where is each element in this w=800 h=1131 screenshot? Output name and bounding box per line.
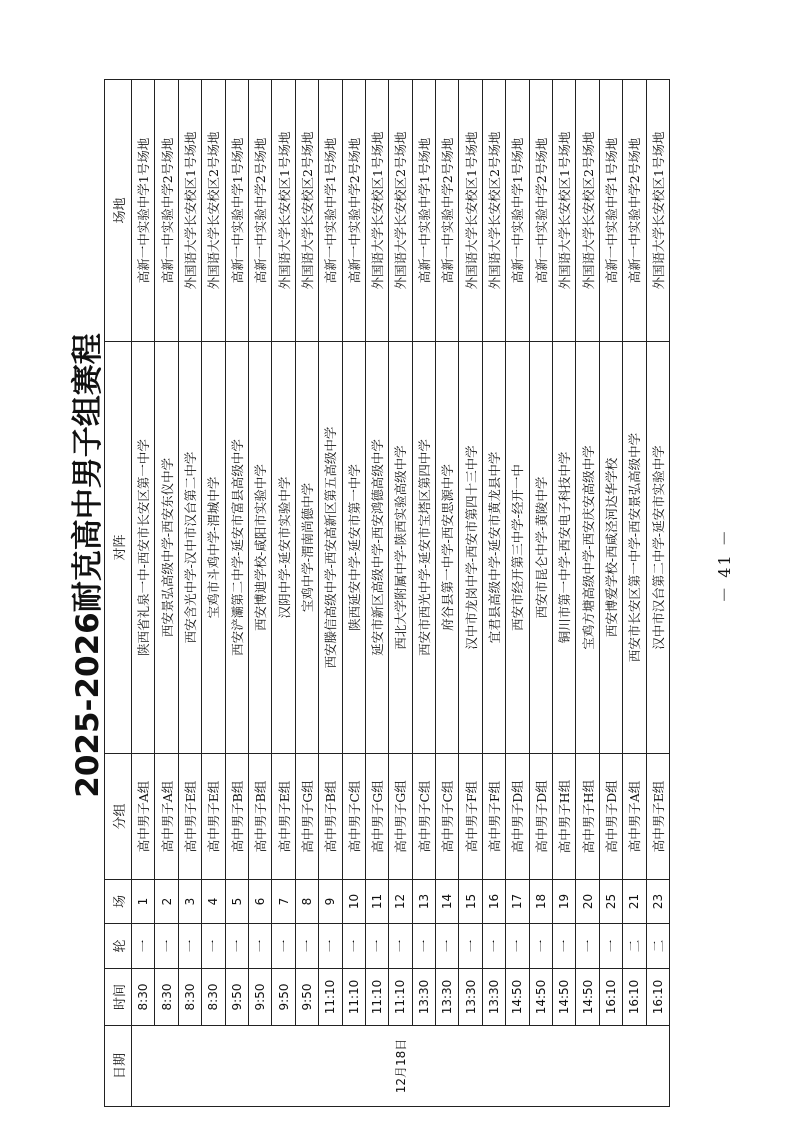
group-cell: 高中男子A组 — [155, 754, 178, 880]
header-match: 场 — [105, 880, 132, 924]
time-cell: 8:30 — [155, 969, 178, 1026]
teams-cell: 汉中市汉台第二中学-延安市实验中学 — [646, 342, 669, 754]
time-cell: 13:30 — [459, 969, 482, 1026]
time-cell: 11:10 — [342, 969, 365, 1026]
round-cell: 一 — [599, 924, 622, 969]
teams-cell: 汉中市龙岗中学-西安市第四十三中学 — [459, 342, 482, 754]
group-cell: 高中男子G组 — [389, 754, 412, 880]
round-cell: 一 — [553, 924, 576, 969]
teams-cell: 宝鸡市斗鸡中学-渭城中学 — [202, 342, 225, 754]
schedule-body — [132, 80, 670, 1107]
table-row — [365, 80, 388, 1107]
venue-cell: 高新一中实验中学1号场地 — [412, 80, 435, 342]
venue-cell: 高新一中实验中学2号场地 — [248, 80, 271, 342]
table-row — [646, 80, 669, 1107]
round-cell: 一 — [506, 924, 529, 969]
group-cell: 高中男子C组 — [436, 754, 459, 880]
group-cell: 高中男子B组 — [225, 754, 248, 880]
venue-cell: 高新一中实验中学1号场地 — [225, 80, 248, 342]
round-cell: 一 — [576, 924, 599, 969]
table-row — [389, 80, 412, 1107]
time-cell: 14:50 — [576, 969, 599, 1026]
group-cell: 高中男子F组 — [482, 754, 505, 880]
venue-cell: 外国语大学长安校区1号场地 — [272, 80, 295, 342]
table-row — [295, 80, 318, 1107]
match-cell: 5 — [225, 880, 248, 924]
venue-cell: 外国语大学长安校区1号场地 — [178, 80, 201, 342]
table-row — [529, 80, 552, 1107]
round-cell: 一 — [248, 924, 271, 969]
group-cell: 高中男子C组 — [342, 754, 365, 880]
round-cell: 一 — [132, 924, 155, 969]
venue-cell: 高新一中实验中学2号场地 — [436, 80, 459, 342]
venue-cell: 外国语大学长安校区1号场地 — [459, 80, 482, 342]
venue-cell: 高新一中实验中学2号场地 — [623, 80, 646, 342]
group-cell: 高中男子C组 — [412, 754, 435, 880]
match-cell: 4 — [202, 880, 225, 924]
round-cell: 一 — [178, 924, 201, 969]
match-cell: 8 — [295, 880, 318, 924]
teams-cell: 汉阴中学-延安市实验中学 — [272, 342, 295, 754]
venue-cell: 外国语大学长安校区1号场地 — [553, 80, 576, 342]
time-cell: 9:50 — [295, 969, 318, 1026]
match-cell: 25 — [599, 880, 622, 924]
table-row — [506, 80, 529, 1107]
venue-cell: 高新一中实验中学1号场地 — [132, 80, 155, 342]
group-cell: 高中男子E组 — [202, 754, 225, 880]
match-cell: 23 — [646, 880, 669, 924]
teams-cell: 陕西省礼泉一中-西安市长安区第一中学 — [132, 342, 155, 754]
round-cell: 二 — [623, 924, 646, 969]
round-cell: 二 — [646, 924, 669, 969]
time-cell: 14:50 — [529, 969, 552, 1026]
match-cell: 7 — [272, 880, 295, 924]
venue-cell: 外国语大学长安校区1号场地 — [365, 80, 388, 342]
table-row — [155, 80, 178, 1107]
time-cell: 16:10 — [623, 969, 646, 1026]
group-cell: 高中男子A组 — [132, 754, 155, 880]
table-row — [272, 80, 295, 1107]
header-teams: 对阵 — [105, 342, 132, 754]
venue-cell: 外国语大学长安校区2号场地 — [295, 80, 318, 342]
teams-cell: 铜川市第一中学-西安电子科技中学 — [553, 342, 576, 754]
venue-cell: 外国语大学长安校区2号场地 — [389, 80, 412, 342]
group-cell: 高中男子B组 — [248, 754, 271, 880]
time-cell: 8:30 — [202, 969, 225, 1026]
group-cell: 高中男子B组 — [319, 754, 342, 880]
teams-cell: 延安市新区高级中学-西安鸿德高级中学 — [365, 342, 388, 754]
time-cell: 8:30 — [132, 969, 155, 1026]
venue-cell: 高新一中实验中学1号场地 — [599, 80, 622, 342]
teams-cell: 西北大学附属中学-陕西实验高级中学 — [389, 342, 412, 754]
group-cell: 高中男子H组 — [553, 754, 576, 880]
match-cell: 12 — [389, 880, 412, 924]
round-cell: 一 — [319, 924, 342, 969]
group-cell: 高中男子E组 — [178, 754, 201, 880]
round-cell: 一 — [272, 924, 295, 969]
round-cell: 一 — [202, 924, 225, 969]
teams-cell: 宝鸡方塘高级中学-西安庆安高级中学 — [576, 342, 599, 754]
table-row — [576, 80, 599, 1107]
round-cell: 一 — [529, 924, 552, 969]
header-row — [105, 80, 132, 1107]
group-cell: 高中男子E组 — [646, 754, 669, 880]
table-row — [599, 80, 622, 1107]
teams-cell: 宜君县高级中学-延安市黄龙县中学 — [482, 342, 505, 754]
round-cell: 一 — [482, 924, 505, 969]
group-cell: 高中男子D组 — [529, 754, 552, 880]
time-cell: 14:50 — [506, 969, 529, 1026]
teams-cell: 西安浐灞第二中学-延安市富县高级中学 — [225, 342, 248, 754]
venue-cell: 外国语大学长安校区2号场地 — [202, 80, 225, 342]
time-cell: 8:30 — [178, 969, 201, 1026]
venue-cell: 高新一中实验中学1号场地 — [319, 80, 342, 342]
round-cell: 一 — [342, 924, 365, 969]
round-cell: 一 — [295, 924, 318, 969]
venue-cell: 外国语大学长安校区2号场地 — [576, 80, 599, 342]
table-row — [248, 80, 271, 1107]
table-row — [319, 80, 342, 1107]
venue-cell: 高新一中实验中学2号场地 — [529, 80, 552, 342]
venue-cell: 高新一中实验中学2号场地 — [342, 80, 365, 342]
table-row — [342, 80, 365, 1107]
venue-cell: 高新一中实验中学1号场地 — [506, 80, 529, 342]
teams-cell: 西安市昆仑中学-黄陵中学 — [529, 342, 552, 754]
header-group: 分组 — [105, 754, 132, 880]
time-cell: 13:30 — [482, 969, 505, 1026]
round-cell: 一 — [155, 924, 178, 969]
round-cell: 一 — [459, 924, 482, 969]
round-cell: 一 — [412, 924, 435, 969]
match-cell: 10 — [342, 880, 365, 924]
time-cell: 13:30 — [412, 969, 435, 1026]
teams-cell: 西安博爱学校-西咸泾河达华学校 — [599, 342, 622, 754]
round-cell: 一 — [389, 924, 412, 969]
venue-cell: 外国语大学长安校区1号场地 — [646, 80, 669, 342]
match-cell: 20 — [576, 880, 599, 924]
teams-cell: 陕西延安中学-延安市第一中学 — [342, 342, 365, 754]
teams-cell: 西安市经开第三中学-经开一中 — [506, 342, 529, 754]
group-cell: 高中男子F组 — [459, 754, 482, 880]
teams-cell: 宝鸡中学-渭南尚德中学 — [295, 342, 318, 754]
group-cell: 高中男子G组 — [365, 754, 388, 880]
group-cell: 高中男子E组 — [272, 754, 295, 880]
time-cell: 16:10 — [599, 969, 622, 1026]
page-number: － 41 － — [715, 528, 734, 603]
time-cell: 9:50 — [248, 969, 271, 1026]
teams-cell: 西安博迪学校-咸阳市实验中学 — [248, 342, 271, 754]
header-date: 日期 — [105, 1026, 132, 1107]
group-cell: 高中男子D组 — [599, 754, 622, 880]
teams-cell: 西安滕信高级中学-西安高新区第五高级中学 — [319, 342, 342, 754]
match-cell: 3 — [178, 880, 201, 924]
match-cell: 13 — [412, 880, 435, 924]
match-cell: 19 — [553, 880, 576, 924]
time-cell: 14:50 — [553, 969, 576, 1026]
date-cell: 12月18日 — [132, 1026, 670, 1107]
teams-cell: 西安景弘高级中学-西安东仪中学 — [155, 342, 178, 754]
table-row — [202, 80, 225, 1107]
table-row — [459, 80, 482, 1107]
teams-cell: 西安市西光中学-延安市宝塔区第四中学 — [412, 342, 435, 754]
group-cell: 高中男子D组 — [506, 754, 529, 880]
time-cell: 13:30 — [436, 969, 459, 1026]
header-round: 轮 — [105, 924, 132, 969]
venue-cell: 外国语大学长安校区2号场地 — [482, 80, 505, 342]
group-cell: 高中男子H组 — [576, 754, 599, 880]
time-cell: 9:50 — [225, 969, 248, 1026]
table-row — [225, 80, 248, 1107]
time-cell: 16:10 — [646, 969, 669, 1026]
match-cell: 17 — [506, 880, 529, 924]
teams-cell: 西安市长安区第一中学-西安景弘高级中学 — [623, 342, 646, 754]
time-cell: 11:10 — [389, 969, 412, 1026]
table-row — [553, 80, 576, 1107]
match-cell: 15 — [459, 880, 482, 924]
header-venue: 场地 — [105, 80, 132, 342]
match-cell: 6 — [248, 880, 271, 924]
teams-cell: 府谷县第一中学-西安思源中学 — [436, 342, 459, 754]
page-title: 2025-2026耐克高中男子组赛程 — [70, 333, 106, 798]
match-cell: 18 — [529, 880, 552, 924]
group-cell: 高中男子A组 — [623, 754, 646, 880]
time-cell: 9:50 — [272, 969, 295, 1026]
table-row — [623, 80, 646, 1107]
table-row — [482, 80, 505, 1107]
table-row — [412, 80, 435, 1107]
header-time: 时间 — [105, 969, 132, 1026]
teams-cell: 西安含光中学-汉中市汉台第二中学 — [178, 342, 201, 754]
time-cell: 11:10 — [365, 969, 388, 1026]
schedule-table — [104, 79, 670, 1107]
match-cell: 14 — [436, 880, 459, 924]
table-row — [178, 80, 201, 1107]
round-cell: 一 — [365, 924, 388, 969]
time-cell: 11:10 — [319, 969, 342, 1026]
match-cell: 21 — [623, 880, 646, 924]
round-cell: 一 — [436, 924, 459, 969]
round-cell: 一 — [225, 924, 248, 969]
match-cell: 16 — [482, 880, 505, 924]
match-cell: 11 — [365, 880, 388, 924]
venue-cell: 高新一中实验中学2号场地 — [155, 80, 178, 342]
match-cell: 1 — [132, 880, 155, 924]
group-cell: 高中男子G组 — [295, 754, 318, 880]
table-row — [132, 80, 155, 1107]
match-cell: 9 — [319, 880, 342, 924]
table-row — [436, 80, 459, 1107]
match-cell: 2 — [155, 880, 178, 924]
